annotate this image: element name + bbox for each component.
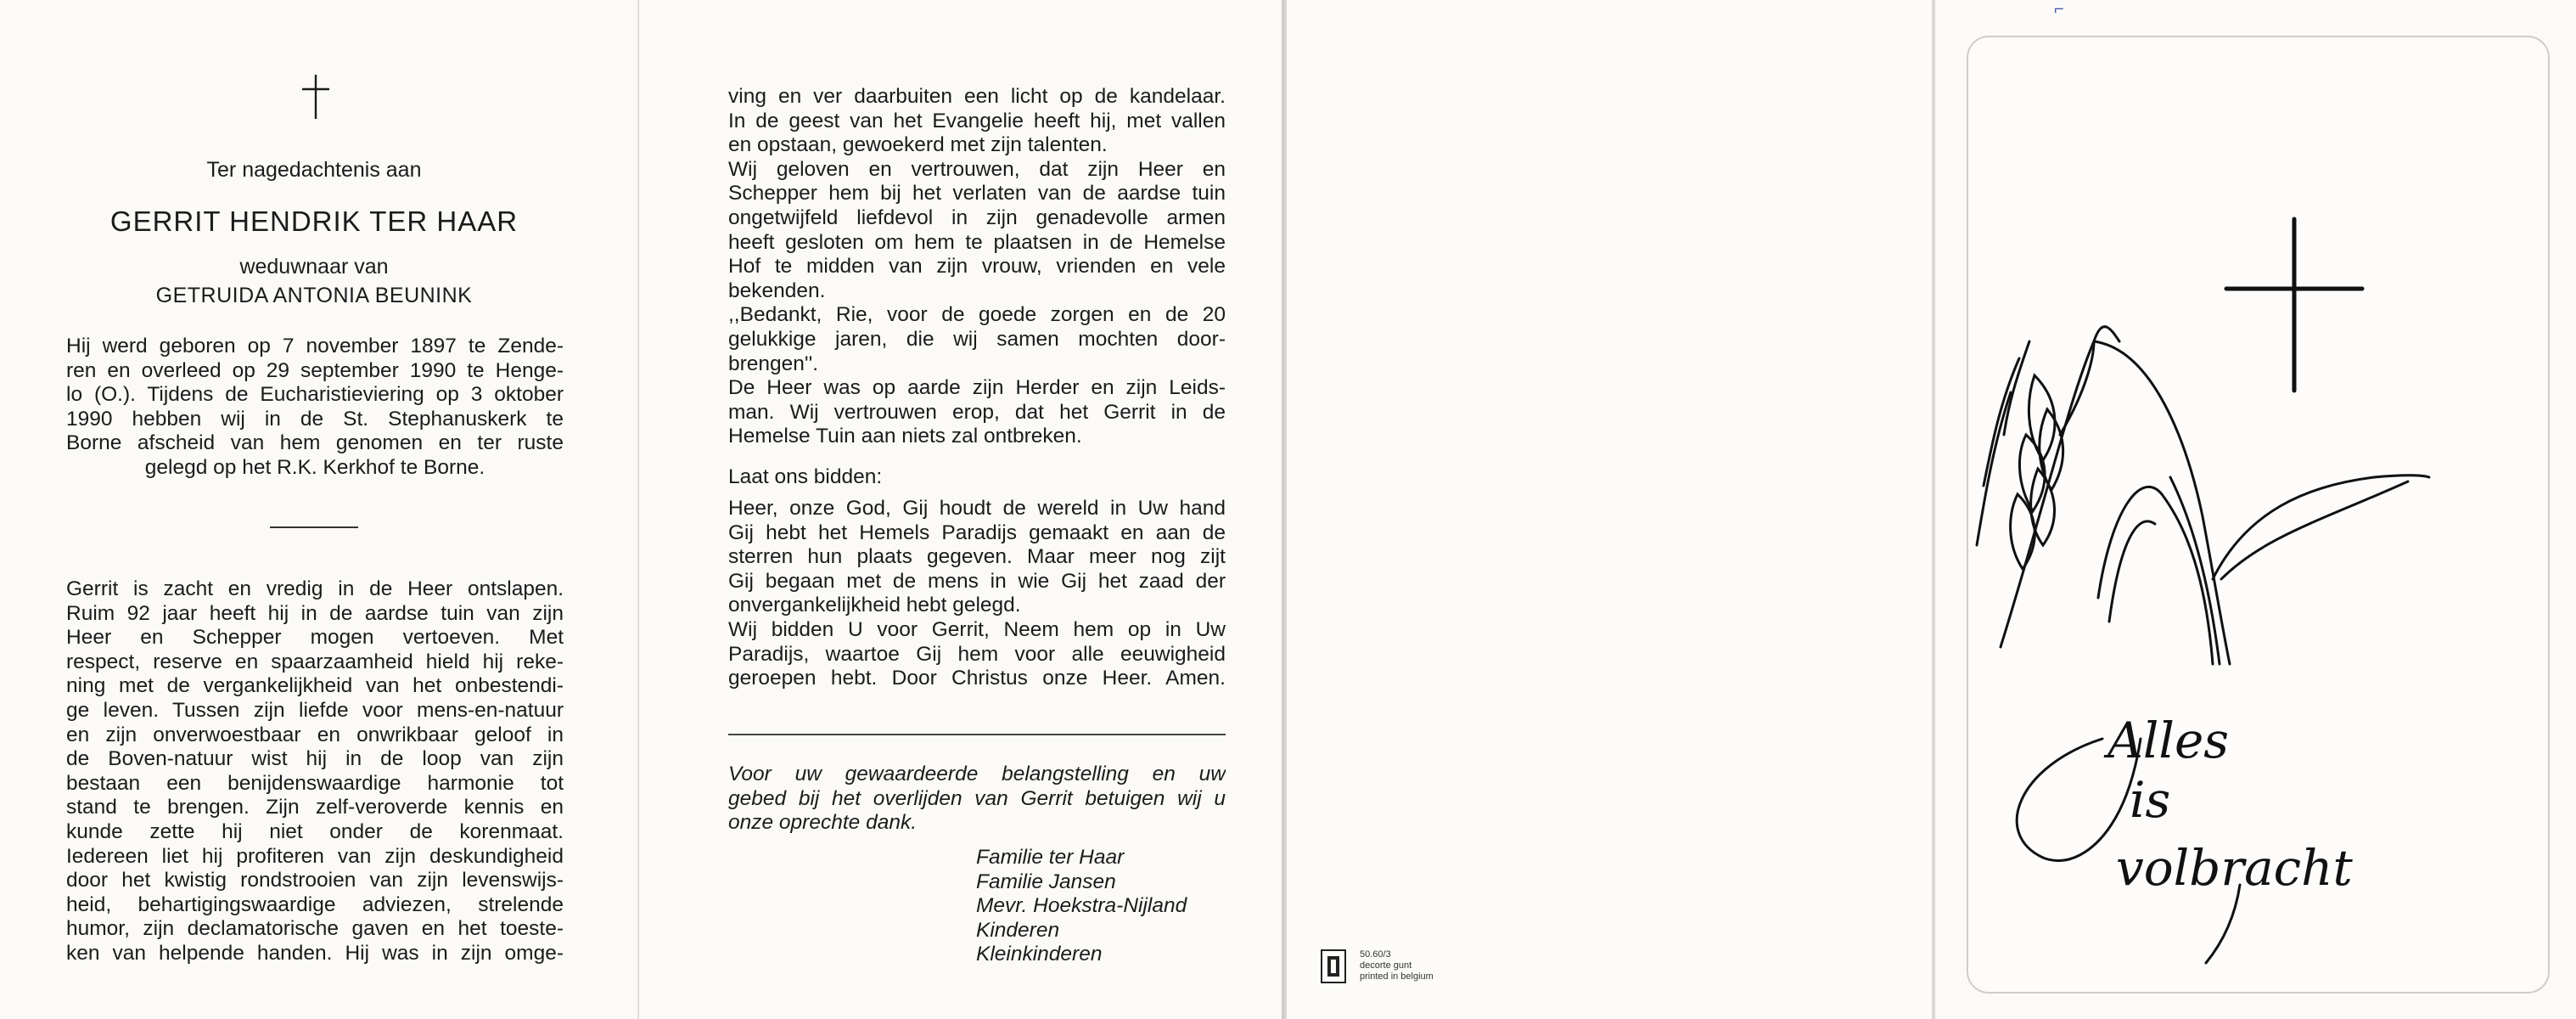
text-line: Iedereen liet hij profiteren van zijn deskundigheid: [66, 844, 564, 868]
prayer-heading: Laat ons bidden:: [728, 465, 883, 488]
text-line: De Heer was op aarde zijn Herder en zijn Leids-: [728, 376, 1226, 400]
text-line: ren en overleed op 29 september 1990 te Henge-: [66, 358, 564, 382]
divider: [728, 734, 1226, 735]
widower-label: weduwnaar van: [239, 255, 389, 279]
text-line: sterren hun plaats gegeven. Maar meer nog zijt: [728, 545, 1226, 569]
prayer-paragraph: [728, 497, 1226, 691]
text-line: lo (O.). Tijdens de Eucharistieviering op 3 oktober: [66, 383, 564, 407]
biography-paragraph: [66, 335, 564, 481]
text-line: Voor uw gewaardeerde belangstelling en uw: [728, 763, 1226, 785]
continued-tribute-paragraph: [728, 85, 1226, 449]
text-line: en zijn onverwoestbaar en onwrikbaar geloof in: [66, 723, 564, 746]
text-line: onvergankelijkheid hebt gelegd.: [728, 594, 1021, 617]
text-line: ken van helpende handen. Hij was in zijn omge-: [66, 941, 564, 965]
printer-origin: printed in belgium: [1360, 971, 1434, 982]
wheat-icon: [1977, 327, 2429, 664]
text-line: Wij bidden U voor Gerrit, Neem hem op in Uw: [728, 617, 1226, 641]
text-line: humor, zijn declamatorische gaven en het toeste-: [66, 917, 564, 941]
in-memory-heading: Ter nagedachtenis aan: [206, 158, 422, 182]
text-line: Heer, onze God, Gij houdt de wereld in Uw hand: [728, 497, 1226, 520]
calligraphy-line-1: Alles: [2107, 712, 2230, 769]
text-line: respect, reserve en spaarzaamheid hield hij reke-: [66, 650, 564, 673]
text-line: ning met de vergankelijkheid van het onbestendi-: [66, 674, 564, 698]
family-line: Kinderen: [976, 918, 1060, 942]
cross-icon: [300, 75, 331, 119]
cover-artwork: [1967, 36, 2546, 990]
printer-code: 50.60/3: [1360, 949, 1391, 960]
printer-text: [1360, 949, 1434, 982]
text-line: onze oprechte dank.: [728, 811, 918, 835]
calligraphy-line-2: is: [2130, 771, 2171, 829]
divider: [270, 526, 358, 528]
text-line: Gerrit is zacht en vredig in de Heer ontslapen.: [66, 577, 564, 600]
text-line: Heer en Schepper mogen vertoeven. Met: [66, 626, 564, 650]
text-line: Gij hebt het Hemels Paradijs gemaakt en aan de: [728, 521, 1226, 544]
text-line: ge leven. Tussen zijn liefde voor mens-en-natuur: [66, 698, 564, 722]
text-line: stand te brengen. Zijn zelf-veroverde kennis en: [66, 796, 564, 819]
thanks-paragraph: [728, 763, 1226, 836]
text-line: bekenden.: [728, 279, 826, 302]
text-line: Borne afscheid van hem genomen en ter ruste: [66, 431, 564, 455]
text-line: door het kwistig rondstrooien van zijn levenswijs-: [66, 869, 564, 892]
text-line: gelukkige jaren, die wij samen mochten door-: [728, 327, 1226, 351]
family-line: Kleinkinderen: [976, 943, 1103, 966]
text-line: geroepen hebt. Door Christus onze Heer. Amen.: [728, 667, 1226, 690]
text-line: man. Wij vertrouwen erop, dat het Gerrit in de: [728, 400, 1226, 424]
text-line: Wij geloven en vertrouwen, dat zijn Heer en: [728, 157, 1226, 181]
text-line: Hemelse Tuin aan niets zal ontbreken.: [728, 425, 1082, 448]
family-line: Mevr. Hoekstra-Nijland: [976, 894, 1187, 918]
text-line: Hij werd geboren op 7 november 1897 te Zende-: [66, 335, 564, 357]
text-line: en opstaan, gewoekerd met zijn talenten.: [728, 133, 1108, 157]
back-cover-panel: [1287, 0, 1933, 1019]
text-line: heeft gesloten om hem te plaatsen in de Hemelse: [728, 230, 1226, 254]
text-line: Ruim 92 jaar heeft hij in de aardse tuin van zijn: [66, 601, 564, 625]
tribute-paragraph: [66, 577, 564, 966]
text-line: 1990 hebben wij in de St. Stephanuskerk te: [66, 407, 564, 431]
text-line: brengen''.: [728, 352, 819, 375]
family-line: Familie Jansen: [976, 870, 1116, 893]
text-line: Schepper hem bij het verlaten van de aardse tuin: [728, 182, 1226, 205]
family-line: Familie ter Haar: [976, 846, 1125, 869]
text-line: gelegd op het R.K. Kerkhof te Borne.: [144, 455, 485, 479]
deceased-name: GERRIT HENDRIK TER HAAR: [109, 205, 519, 237]
pen-mark-icon: ⌐: [2054, 0, 2064, 19]
text-line: Gij begaan met de mens in wie Gij het zaad der: [728, 569, 1226, 593]
printer-name: decorte gunt: [1360, 960, 1412, 971]
text-line: ving en ver daarbuiten een licht op de kandelaar.: [728, 85, 1226, 108]
text-line: ongetwijfeld liefdevol in zijn genadevolle armen: [728, 205, 1226, 229]
text-line: kunde zette hij niet onder de korenmaat.: [66, 819, 564, 843]
text-line: de Boven-natuur wist hij in de loop van zijn: [66, 747, 564, 771]
printer-logo-icon: [1321, 949, 1346, 983]
spouse-name: GETRUIDA ANTONIA BEUNINK: [155, 284, 473, 307]
text-line: heid, behartigingswaardige adviezen, strelende: [66, 892, 564, 916]
text-line: Paradijs, waartoe Gij hem voor alle eeuwigheid: [728, 642, 1226, 666]
family-signatures: [976, 846, 1187, 967]
text-line: bestaan een benijdenswaardige harmonie tot: [66, 771, 564, 795]
printer-imprint: [1321, 948, 1490, 988]
text-line: ,,Bedankt, Rie, voor de goede zorgen en de 20: [728, 303, 1226, 327]
text-line: In de geest van het Evangelie heeft hij, met vallen: [728, 109, 1226, 132]
calligraphy-line-3: volbracht: [2116, 839, 2353, 897]
text-line: Hof te midden van zijn vrouw, vrienden en vele: [728, 255, 1226, 279]
text-line: gebed bij het overlijden van Gerrit betuigen wij u: [728, 786, 1226, 810]
